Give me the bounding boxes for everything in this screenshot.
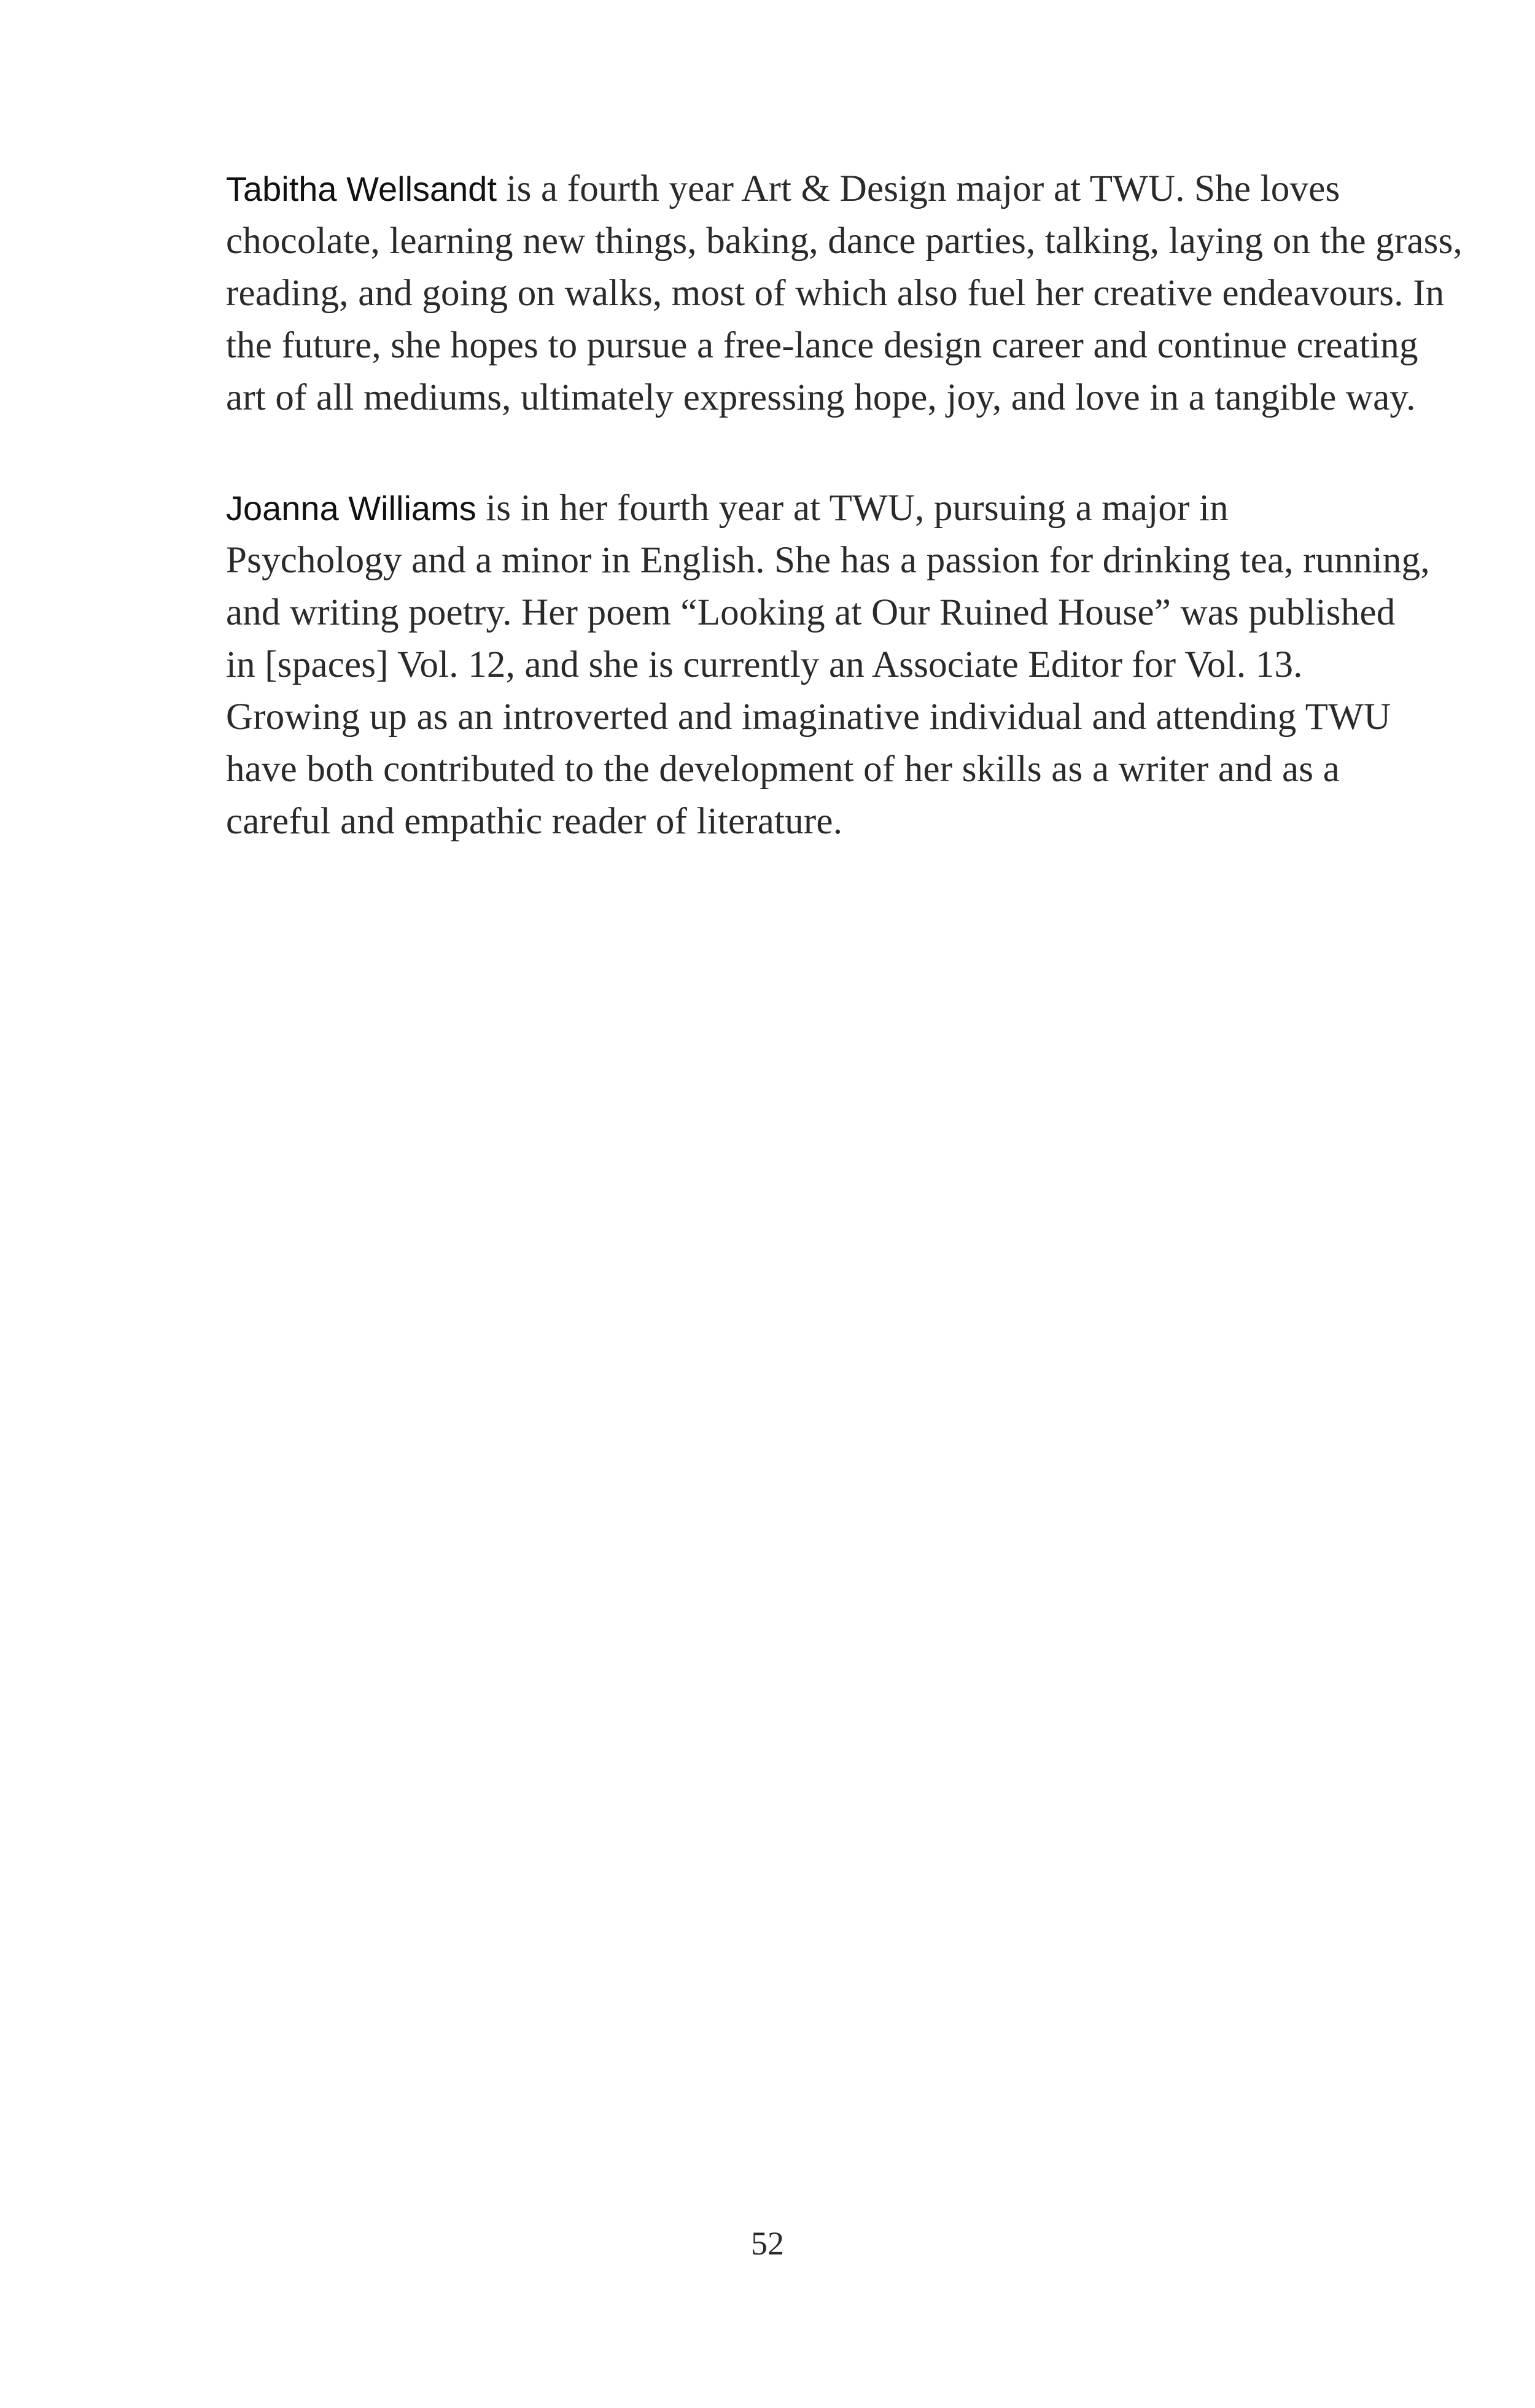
- page-number: 52: [751, 2225, 784, 2262]
- bio-line: [226, 482, 1380, 534]
- bio-line: reading, and going on walks, most of which also fuel her creative endeavours. In: [226, 273, 1445, 314]
- bio-line: in [spaces] Vol. 12, and she is currently an Associate Editor for Vol. 13.: [226, 644, 1303, 685]
- bio-line: [226, 163, 1380, 215]
- bio-line: Psychology and a minor in English. She has a passion for drinking tea, running,: [226, 540, 1430, 581]
- bio-text: is a fourth year Art & Design major at TWU. She loves: [497, 168, 1340, 209]
- contributor-bio-tabitha-wellsandt: [226, 163, 1463, 424]
- bio-line: and writing poetry. Her poem “Looking at Our Ruined House” was published: [226, 592, 1396, 633]
- bio-text: is in her fourth year at TWU, pursuing a major in: [476, 488, 1229, 529]
- contributor-bio-joanna-williams: [226, 482, 1430, 847]
- bio-line: have both contributed to the development of her skills as a writer and as a: [226, 749, 1340, 790]
- bio-line: careful and empathic reader of literature.: [226, 801, 843, 842]
- contributor-name: Tabitha Wellsandt: [226, 169, 497, 208]
- bio-line: the future, she hopes to pursue a free-lance design career and continue creating: [226, 325, 1418, 366]
- bio-line: art of all mediums, ultimately expressing hope, joy, and love in a tangible way.: [226, 377, 1416, 418]
- bio-line: chocolate, learning new things, baking, dance parties, talking, laying on the grass,: [226, 220, 1463, 262]
- contributor-name: Joanna Williams: [226, 489, 476, 528]
- bio-line: Growing up as an introverted and imaginative individual and attending TWU: [226, 696, 1391, 738]
